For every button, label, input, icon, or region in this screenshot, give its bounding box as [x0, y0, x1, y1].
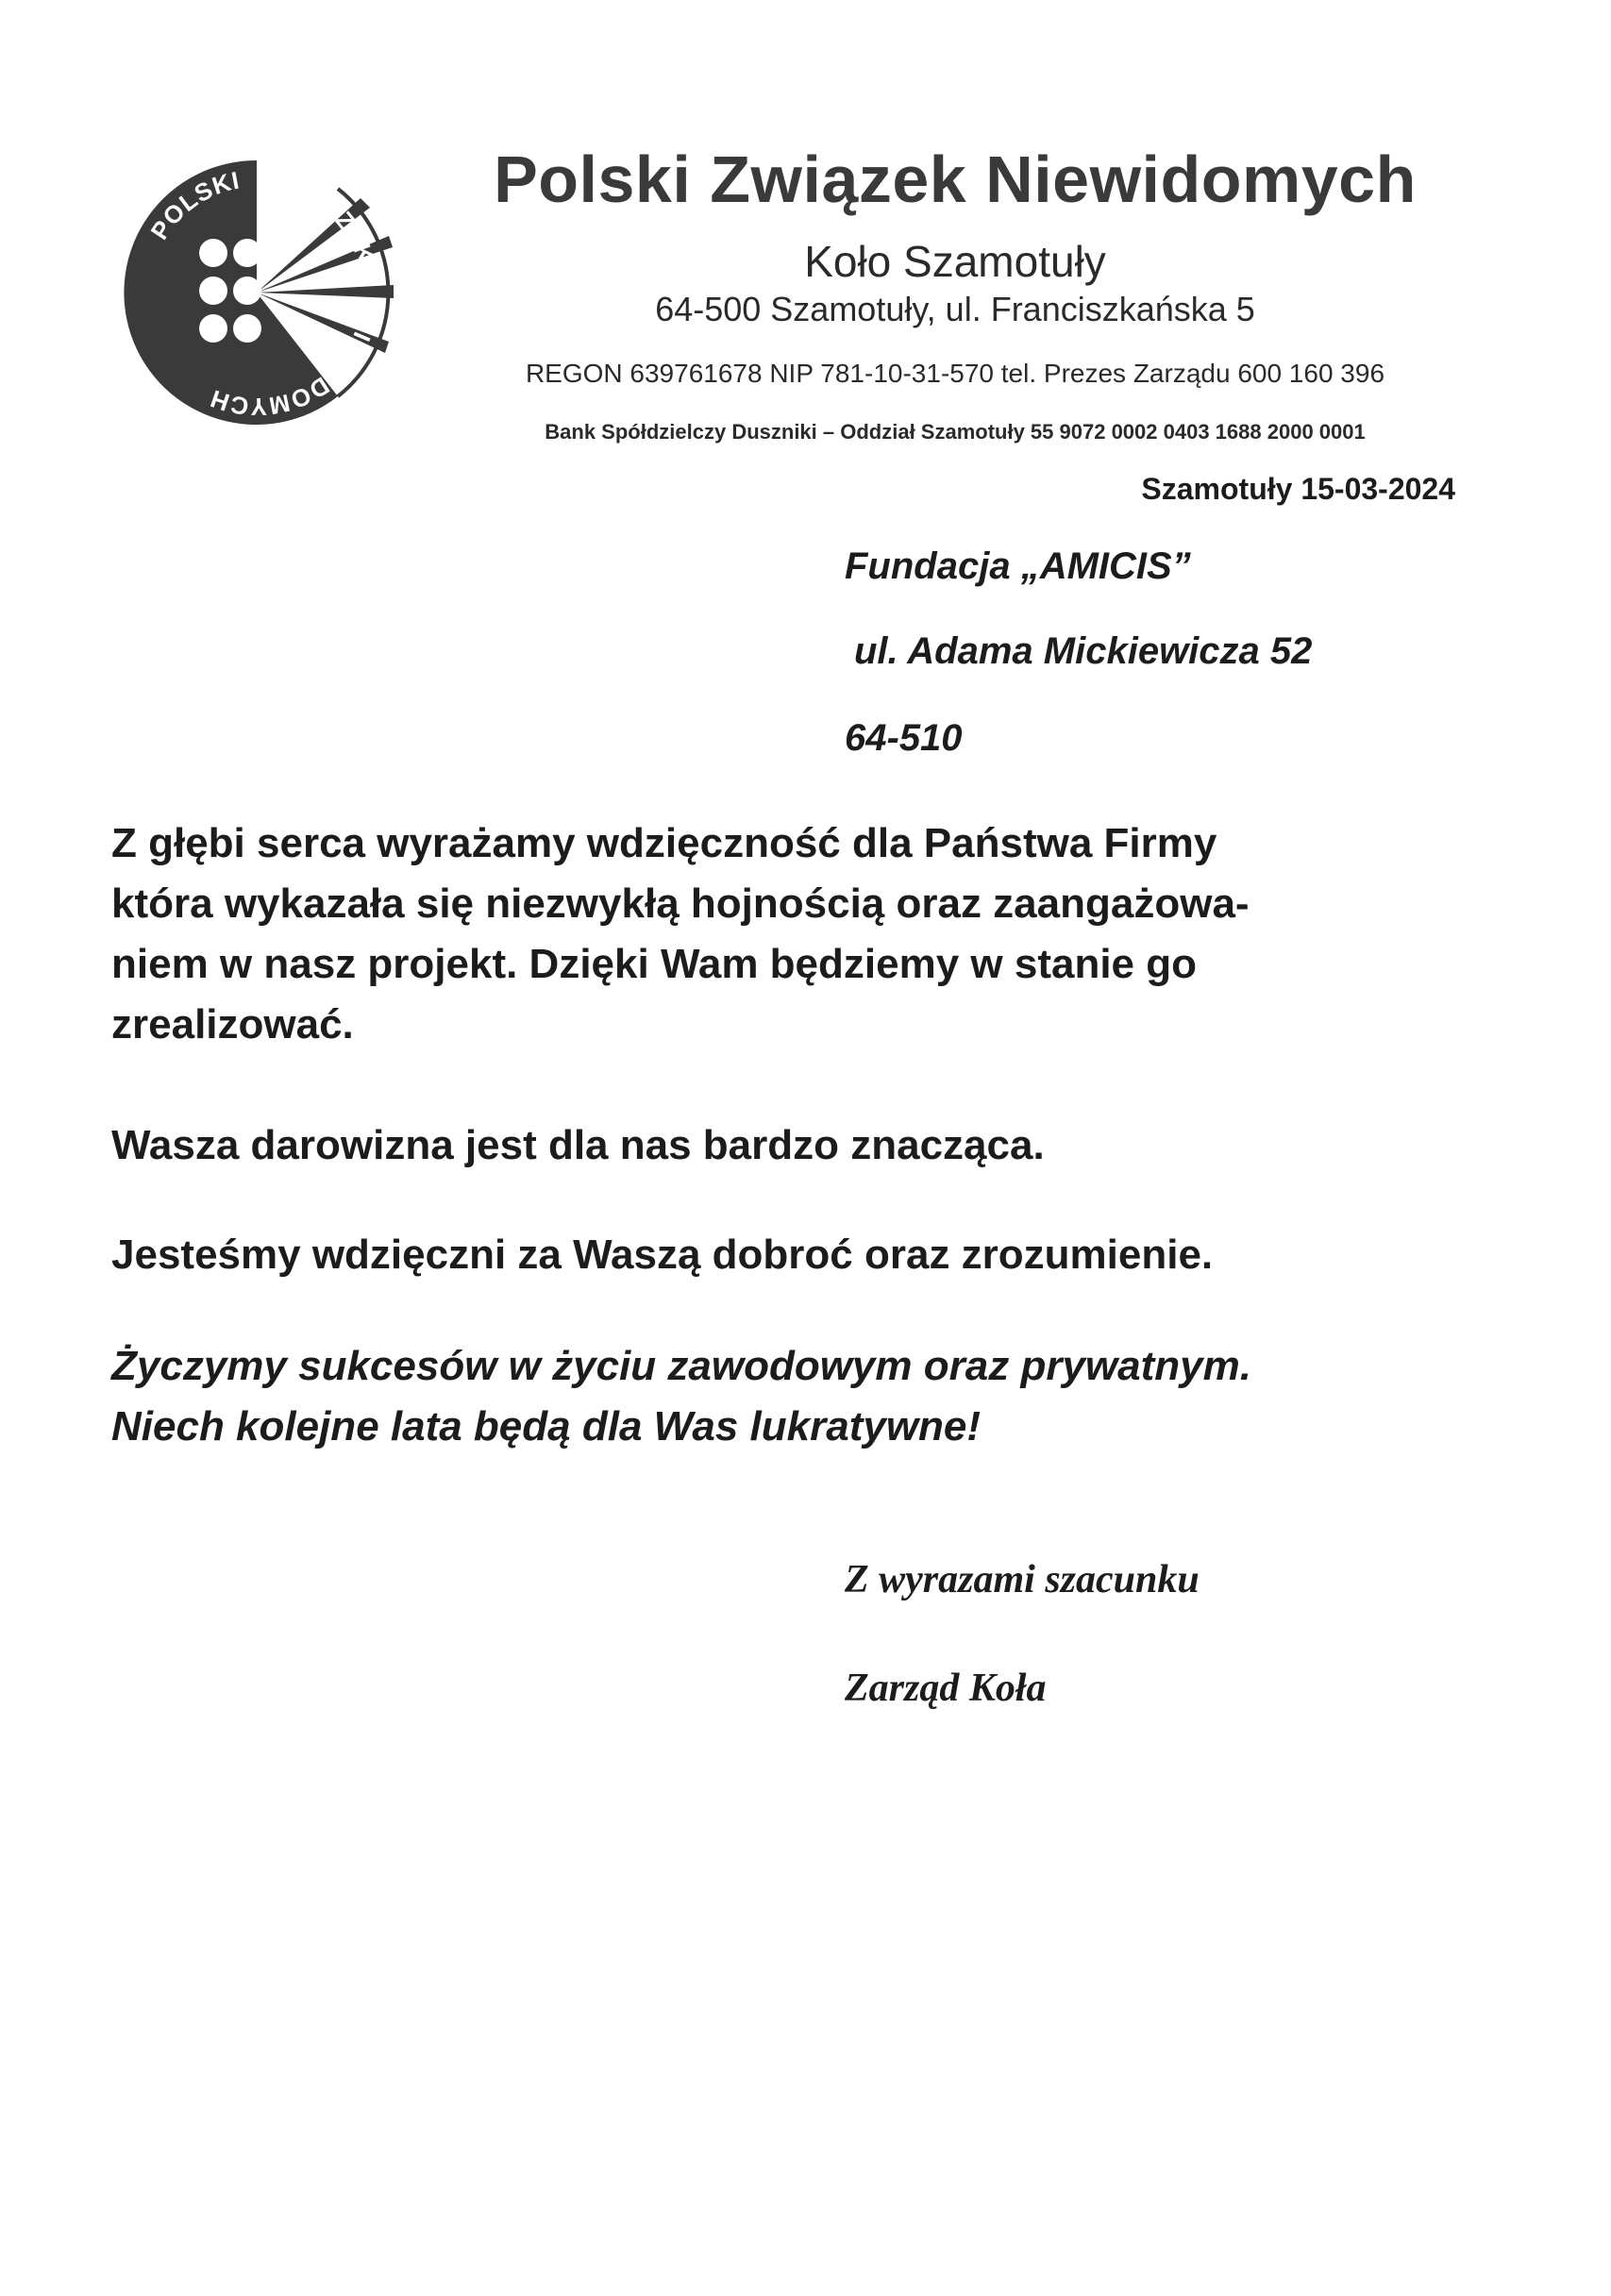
paragraph-line: zrealizować.: [111, 1001, 354, 1047]
letter-paragraph-donation: Wasza darowizna jest dla nas bardzo znacząca.: [111, 1122, 1045, 1168]
closing-signature: Zarząd Koła: [845, 1667, 1047, 1710]
braille-cell-logo-icon: [106, 142, 408, 444]
organization-name: Polski Związek Niewidomych: [494, 142, 1417, 216]
logo-ring-text-bottom: POLSKI: [144, 165, 243, 245]
paragraph-line: niem w nasz projekt. Dzięki Wam będziemy w stanie go: [111, 941, 1197, 987]
letter-date: Szamotuły 15-03-2024: [1141, 472, 1455, 506]
letter-paragraph-gratitude: [111, 813, 1499, 1055]
branch-name: Koło Szamotuły: [804, 237, 1106, 286]
paragraph-line: Niech kolejne lata będą dla Was lukratywne!: [111, 1403, 982, 1450]
recipient-name: Fundacja „AMICIS”: [845, 545, 1191, 587]
registry-line: REGON 639761678 NIP 781-10-31-570 tel. Prezes Zarządu 600 160 396: [525, 359, 1385, 388]
organization-address: 64-500 Szamotuły, ul. Franciszkańska 5: [655, 290, 1255, 328]
bank-account-line: Bank Spółdzielczy Duszniki – Oddział Szamotuły 55 9072 0002 0403 1688 2000 0001: [545, 420, 1366, 444]
letter-paragraph-thanks: Jesteśmy wdzięczni za Waszą dobroć oraz zrozumienie.: [111, 1232, 1214, 1278]
organization-logo: [106, 142, 408, 444]
paragraph-line: która wykazała się niezwykłą hojnością oraz zaangażowa-: [111, 880, 1250, 927]
logo-ring-text-top: NIEWIDOMYCH: [206, 310, 383, 422]
recipient-postal-code: 64-510: [845, 717, 963, 759]
paragraph-line: Życzymy sukcesów w życiu zawodowym oraz prywatnym.: [111, 1343, 1251, 1389]
logo-ring-text-left: ZWIĄZEK: [275, 166, 381, 268]
closing-regards: Z wyrazami szacunku: [845, 1558, 1200, 1601]
letter-paragraph-wishes: [111, 1336, 1499, 1457]
paragraph-line: Z głębi serca wyrażamy wdzięczność dla Państwa Firmy: [111, 820, 1217, 866]
recipient-street: ul. Adama Mickiewicza 52: [854, 630, 1313, 672]
